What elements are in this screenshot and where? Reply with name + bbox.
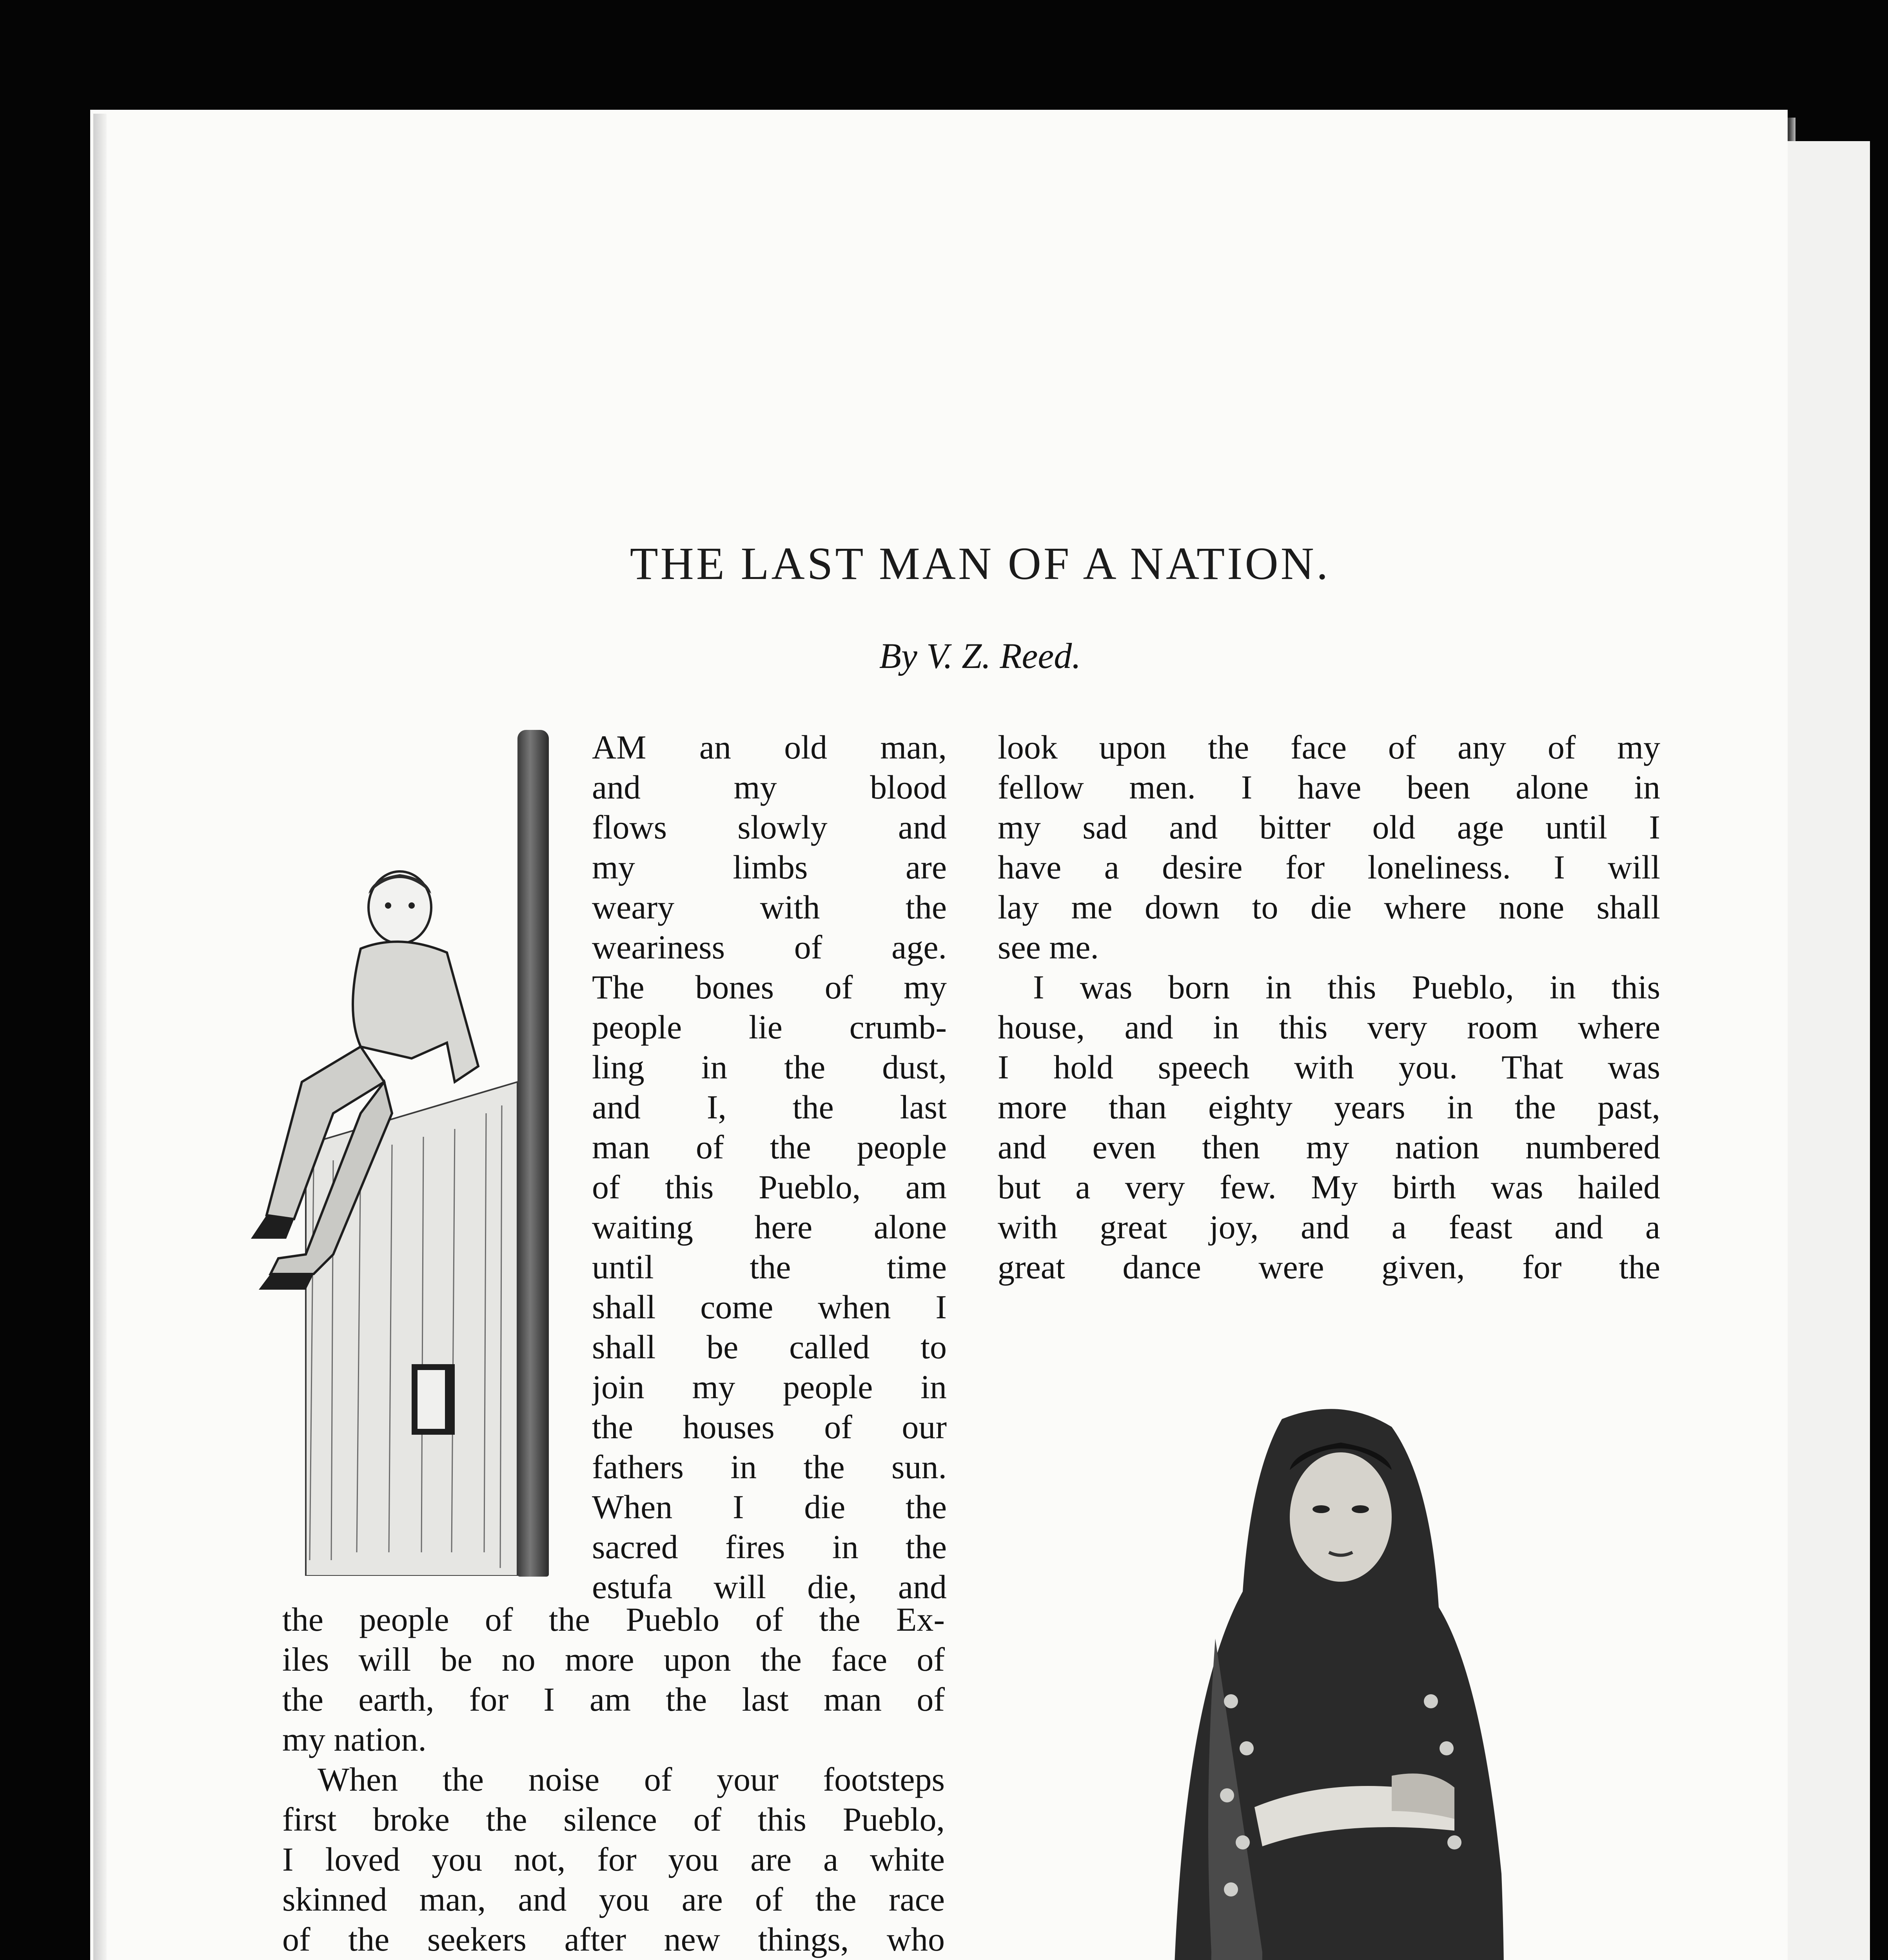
text-line: people lie crumb- <box>592 1008 947 1046</box>
text-line: of this Pueblo, am <box>592 1168 947 1206</box>
text-line: but a very few. My birth was hailed <box>998 1168 1660 1206</box>
text-line: weary with the <box>592 888 947 926</box>
text-line: the earth, for I am the last man of <box>282 1681 945 1718</box>
text-line: my sad and bitter old age until I <box>998 808 1660 846</box>
text-line: house, and in this very room where <box>998 1008 1660 1046</box>
text-line: great dance were given, for the <box>998 1248 1660 1286</box>
text-line: my nation. <box>282 1720 427 1758</box>
text-line: iles will be no more upon the face of <box>282 1641 945 1678</box>
right-text-column <box>998 727 1660 1287</box>
text-line: until the time <box>592 1248 947 1286</box>
text-line: with great joy, and a feast and a <box>998 1208 1660 1246</box>
seated-child-sketch <box>243 862 533 1576</box>
text-line: my limbs are <box>592 848 947 886</box>
text-line: skinned man, and you are of the race <box>282 1880 945 1918</box>
text-line: shall be called to <box>592 1328 947 1366</box>
text-line: lay me down to die where none shall <box>998 888 1660 926</box>
text-line: and I, the last <box>592 1088 947 1126</box>
text-line: more than eighty years in the past, <box>998 1088 1660 1126</box>
text-line: and even then my nation numbered <box>998 1128 1660 1166</box>
pueblo-woman-photo <box>1156 1403 1529 1960</box>
text-line: When the noise of your footsteps <box>318 1760 945 1798</box>
text-line: have a desire for loneliness. I will <box>998 848 1660 886</box>
text-line: sacred fires in the <box>592 1528 947 1566</box>
text-line: flows slowly and <box>592 808 947 846</box>
page-left-edge <box>93 114 107 1960</box>
article-title: THE LAST MAN OF A NATION. <box>630 538 1331 589</box>
article-byline: By V. Z. Reed. <box>879 636 1081 676</box>
text-line: AM an old man, <box>592 728 947 766</box>
text-line: The bones of my <box>592 968 947 1006</box>
text-line: see me. <box>998 928 1099 966</box>
text-line: shall come when I <box>592 1288 947 1326</box>
text-line: fellow men. I have been alone in <box>998 768 1660 806</box>
text-line: first broke the silence of this Pueblo, <box>282 1800 945 1838</box>
left-text-column <box>282 1599 945 1960</box>
text-line: I hold speech with you. That was <box>998 1048 1660 1086</box>
text-line: estufa will die, and <box>592 1568 947 1606</box>
wrapped-text-column <box>592 727 947 1607</box>
text-line: the houses of our <box>592 1408 947 1446</box>
text-line: and my blood <box>592 768 947 806</box>
text-line: man of the people <box>592 1128 947 1166</box>
text-line: When I die the <box>592 1488 947 1526</box>
text-line: I was born in this Pueblo, in this <box>1033 968 1660 1006</box>
facing-page-edge <box>1788 141 1870 1960</box>
text-line: join my people in <box>592 1368 947 1406</box>
text-line: of the seekers after new things, who <box>282 1920 945 1958</box>
text-line: weariness of age. <box>592 928 947 966</box>
text-line: the people of the Pueblo of the Ex- <box>282 1601 945 1638</box>
text-line: fathers in the sun. <box>592 1448 947 1486</box>
text-line: ling in the dust, <box>592 1048 947 1086</box>
text-line: waiting here alone <box>592 1208 947 1246</box>
text-line: I loved you not, for you are a white <box>282 1840 945 1878</box>
text-line: look upon the face of any of my <box>998 728 1660 766</box>
